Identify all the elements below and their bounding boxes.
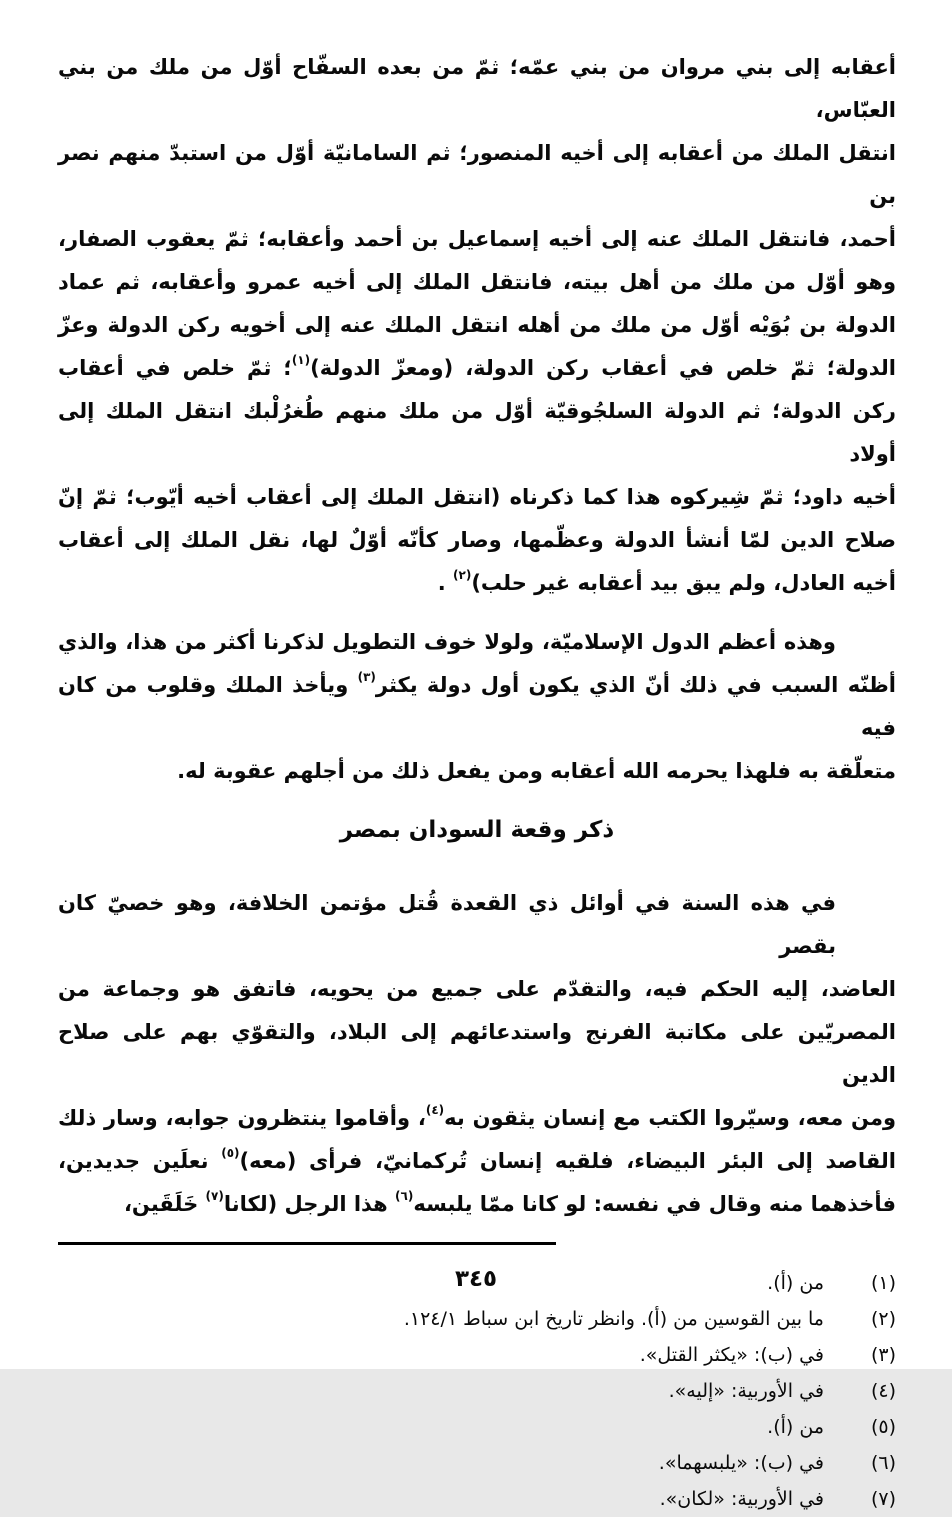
footnotes: [58, 1265, 896, 1517]
footnote-item: [58, 1445, 896, 1481]
text-segment: أحمد، فانتقل الملك عنه إلى أخيه إسماعيل بن أحمد وأعقابه؛ ثمّ يعقوب الصفار،: [58, 227, 896, 251]
text-line: [58, 562, 896, 605]
footnote-text: من (أ).: [767, 1416, 824, 1438]
footnote-ref: (٢): [453, 568, 472, 582]
footnote-number: (١): [870, 1272, 896, 1294]
footnote-number: (٣): [870, 1344, 896, 1366]
text-segment: أخيه داود؛ ثمّ شِيركوه هذا كما ذكرناه (انتقل الملك إلى أعقاب أخيه أيّوب؛ ثمّ إنّ: [58, 485, 896, 509]
footnote-ref: (١): [291, 353, 311, 367]
text-line: [58, 132, 896, 218]
text-segment: ومن معه، وسيّروا الكتب مع إنسان يثقون به: [444, 1106, 897, 1130]
text-line: [58, 750, 896, 793]
footnote-item: [58, 1481, 896, 1517]
text-segment: العاضد، إليه الحكم فيه، والتقدّم على جميع من يحويه، فاتفق هو وجماعة من: [58, 977, 896, 1001]
footnote-text: في (ب): «يكثر القتل».: [639, 1344, 824, 1366]
section-heading: ذكر وقعة السودان بمصر: [339, 817, 615, 843]
text-segment: أعقابه إلى بني مروان من بني عمّه؛ ثمّ من بعده السفّاح أوّل من ملك من بني العبّاس،: [58, 55, 896, 122]
paragraph: [58, 46, 896, 605]
text-line: [58, 390, 896, 476]
text-line: [58, 1183, 896, 1226]
text-line: [58, 882, 896, 968]
footnote-text: في الأوربية: «لكان».: [659, 1488, 824, 1510]
footnote-ref: (٥): [221, 1146, 240, 1160]
text-segment: صلاح الدين لمّا أنشأ الدولة وعظّمها، وصار كأنّه أوّلٌ لها، نقل الملك إلى أعقاب: [58, 528, 896, 552]
text-segment: هذا الرجل (لكانا: [223, 1192, 396, 1216]
text-segment: أخيه العادل، ولم يبق بيد أعقابه غير حلب): [471, 571, 896, 595]
footnote-item: [58, 1337, 896, 1373]
footnote-text: ما بين القوسين من (أ). وانظر تاريخ ابن سباط ١٢٤/١.: [403, 1308, 824, 1330]
text-segment: ، وأقاموا ينتظرون جوابه، وسار ذلك: [58, 1106, 426, 1130]
paragraph: [58, 621, 896, 793]
text-segment: المصريّين على مكاتبة الفرنج واستدعائهم إلى البلاد، والتقوّي بهم على صلاح الدين: [58, 1020, 896, 1087]
text-segment: متعلّقة به فلهذا يحرمه الله أعقابه ومن يفعل ذلك من أجلهم عقوبة له.: [177, 759, 896, 783]
text-segment: القاصد إلى البئر البيضاء، فلقيه إنسان تُركمانيّ، فرأى (معه): [239, 1149, 896, 1173]
paragraph: [58, 882, 896, 1226]
text-line: [58, 1097, 896, 1140]
footnote-number: (٥): [870, 1416, 896, 1438]
text-line: [58, 476, 896, 519]
footnote-ref: (٦): [395, 1189, 414, 1203]
text-line: [58, 621, 896, 664]
footnote-item: [58, 1409, 896, 1445]
footnote-ref: (٣): [357, 670, 376, 684]
text-line: [58, 347, 896, 390]
text-segment: .: [437, 571, 454, 595]
text-segment: وهذه أعظم الدول الإسلاميّة، ولولا خوف التطويل لذكرنا أكثر من هذا، والذي: [58, 630, 836, 654]
text-segment: أظنّه السبب في ذلك أنّ الذي يكون أول دولة يكثر: [375, 673, 896, 697]
text-line: [58, 519, 896, 562]
text-segment: في هذه السنة في أوائل ذي القعدة قُتل مؤتمن الخلافة، وهو خصيّ كان بقصر: [58, 891, 836, 958]
text-segment: فأخذهما منه وقال في نفسه: لو كانا ممّا يلبسه: [413, 1192, 896, 1216]
text-segment: وهو أوّل من ملك من أهل بيته، فانتقل الملك إلى أخيه عمرو وأعقابه، ثم عماد: [58, 270, 896, 294]
footnote-ref: (٧): [205, 1189, 224, 1203]
text-line: [58, 46, 896, 132]
footnote-separator: [58, 1242, 556, 1245]
footnote-text: من (أ).: [767, 1272, 824, 1294]
footnote-ref: (٤): [425, 1103, 445, 1117]
text-line: [58, 664, 896, 750]
text-line: [58, 218, 896, 261]
footnote-number: (٢): [870, 1308, 896, 1330]
text-segment: نعلَين جديدين،: [58, 1149, 222, 1173]
text-line: [58, 1140, 896, 1183]
text-line: [58, 261, 896, 304]
text-segment: ؛ ثمّ خلص في أعقاب: [58, 356, 292, 380]
text-segment: انتقل الملك من أعقابه إلى أخيه المنصور؛ ثم السامانيّة أوّل من استبدّ منهم نصر بن: [58, 141, 896, 208]
footnote-item: [58, 1301, 896, 1337]
text-segment: الدولة؛ ثمّ خلص في أعقاب ركن الدولة، (ومعزّ الدولة): [310, 356, 896, 380]
footnote-number: (٧): [870, 1488, 896, 1510]
footnote-text: في الأوربية: «إليه».: [668, 1380, 824, 1402]
text-segment: ويأخذ الملك وقلوب من كان فيه: [58, 673, 896, 740]
footnote-number: (٦): [870, 1452, 896, 1474]
text-segment: خَلَقَين،: [123, 1192, 206, 1216]
footnote-text: في (ب): «يلبسهما».: [658, 1452, 824, 1474]
page-number: ٣٤٥: [454, 1266, 498, 1292]
text-line: [58, 304, 896, 347]
body-sections: [58, 46, 896, 1226]
text-segment: الدولة بن بُوَيْه أوّل من ملك من أهله انتقل الملك عنه إلى أخويه ركن الدولة وعزّ: [58, 313, 896, 337]
footnote-item: [58, 1373, 896, 1409]
text-segment: ركن الدولة؛ ثم الدولة السلجُوقيّة أوّل من ملك منهم طُغرُلْبك انتقل الملك إلى أولاد: [58, 399, 896, 466]
text-line: [58, 968, 896, 1011]
text-line: [58, 1011, 896, 1097]
footnote-number: (٤): [870, 1380, 896, 1402]
